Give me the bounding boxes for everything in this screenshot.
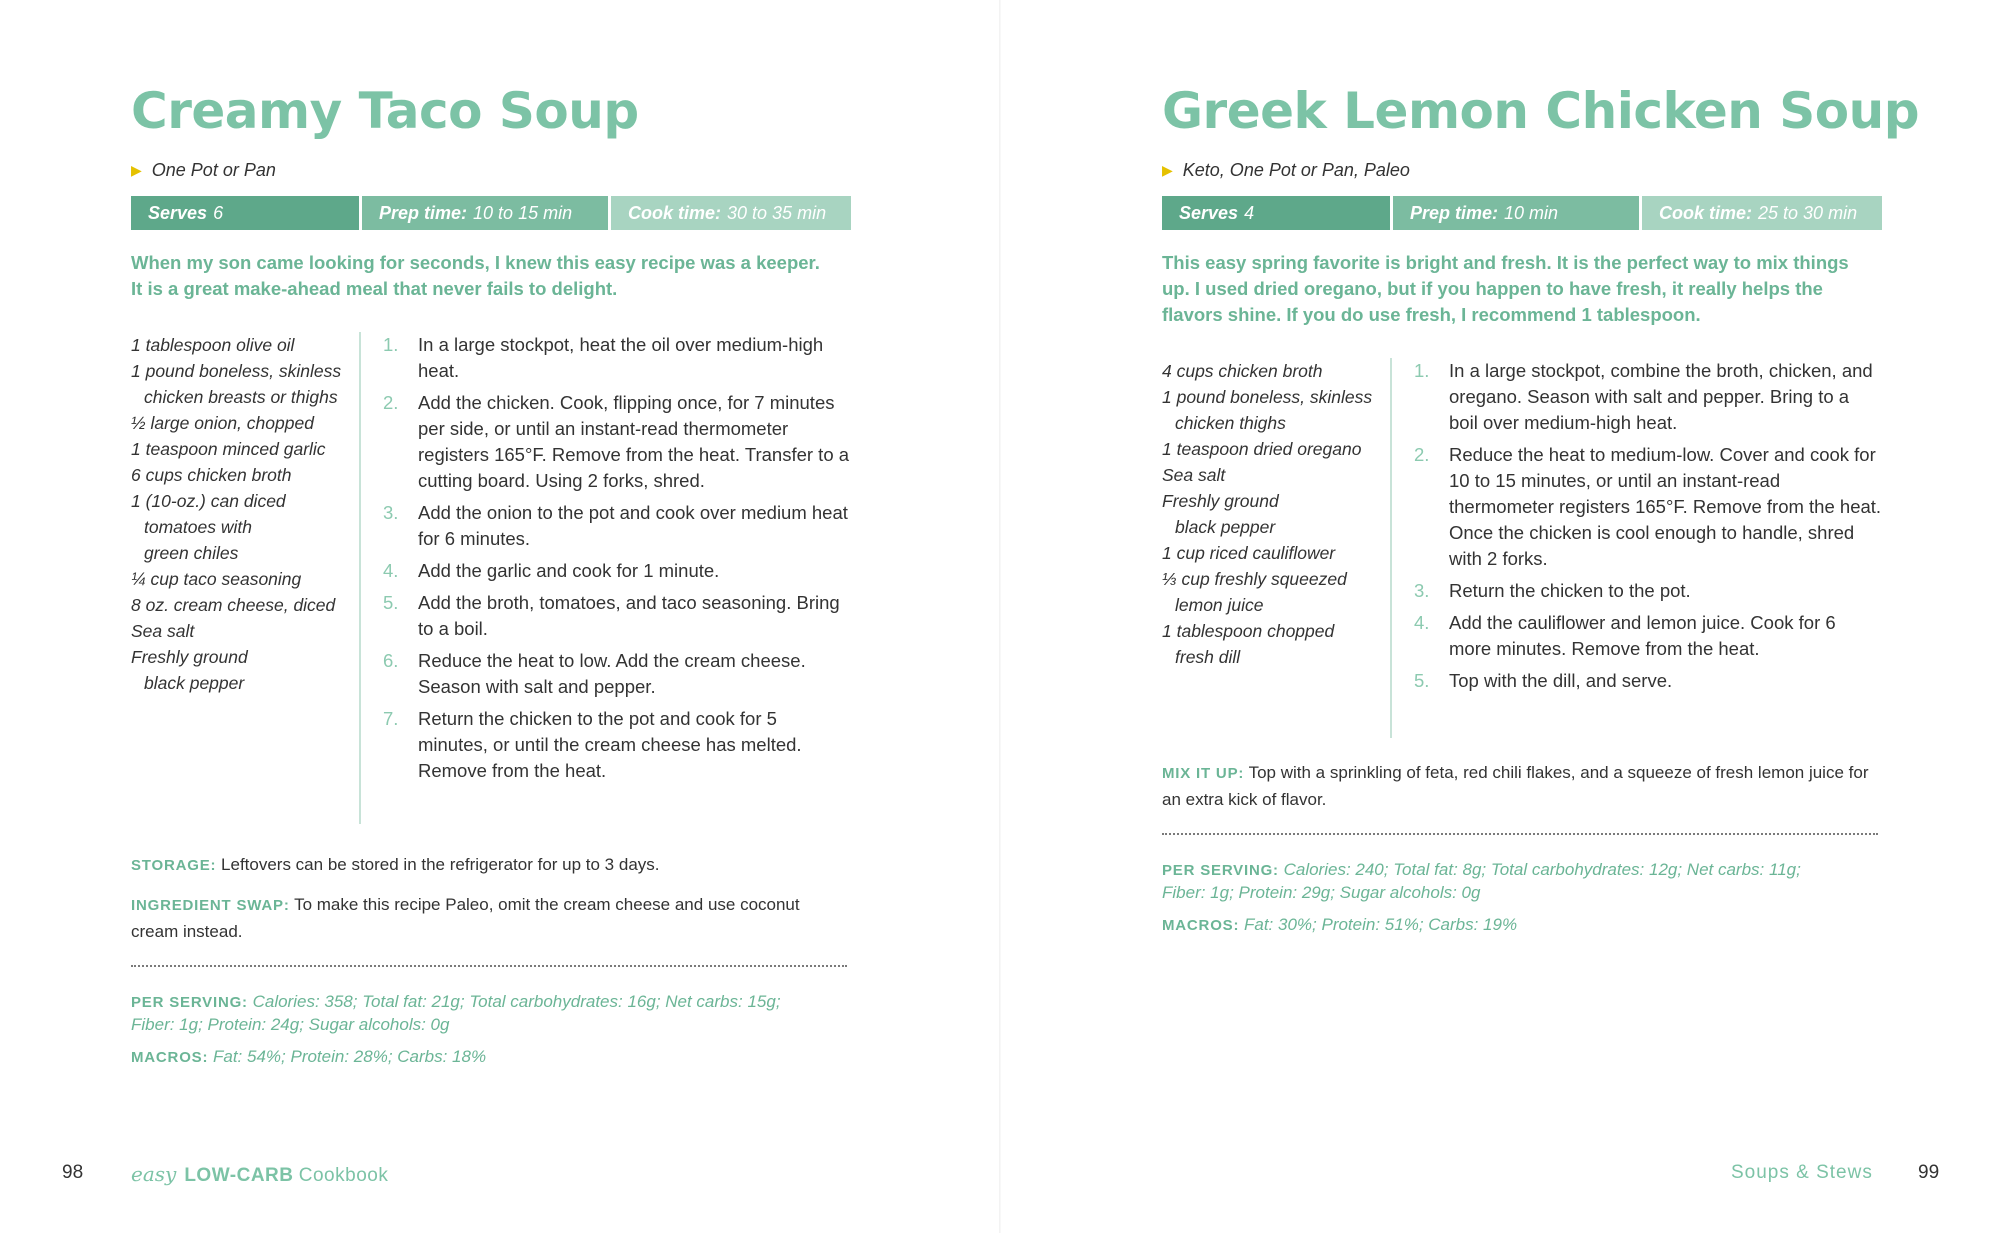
- ingredient-item: [131, 592, 359, 618]
- per-serving-label: PER SERVING:: [131, 994, 248, 1011]
- step-text: Add the cauliflower and lemon juice. Cook for 6 more minutes. Remove from the heat.: [1449, 612, 1836, 659]
- step-item: [1414, 358, 1882, 436]
- ingredient-item: [131, 566, 359, 592]
- recipe-columns: [1162, 358, 1882, 738]
- ingredient-text: 6 cups chicken broth: [131, 465, 292, 485]
- step-number: 7.: [383, 708, 399, 729]
- cook-label: Cook time:: [1659, 202, 1753, 223]
- serves-cell: [131, 196, 359, 230]
- ingredient-text: Sea salt: [1162, 465, 1226, 485]
- recipe-intro: When my son came looking for seconds, I knew this easy recipe was a keeper. It is a great make-ahead meal that never fails to delight.: [131, 252, 820, 299]
- ingredient-text: 1 teaspoon minced garlic: [131, 439, 326, 459]
- step-text: Top with the dill, and serve.: [1449, 670, 1673, 691]
- macros-text: Fat: 30%; Protein: 51%; Carbs: 19%: [1244, 915, 1518, 934]
- dotted-separator: [131, 965, 847, 967]
- macros-label: MACROS:: [131, 1049, 209, 1066]
- ingredient-text: 1 cup riced cauliflower: [1162, 543, 1336, 563]
- step-list: [361, 332, 851, 824]
- ingredient-text-continued: tomatoes with: [144, 517, 252, 537]
- storage-text: Leftovers can be stored in the refrigerator for up to 3 days.: [221, 855, 660, 874]
- footer-easy: easy: [131, 1162, 177, 1186]
- per-serving-info: [1162, 859, 1842, 904]
- right-page: [1000, 0, 2000, 1233]
- step-number: 1.: [1414, 360, 1430, 381]
- recipe-tags: [131, 158, 851, 182]
- per-serving-label: PER SERVING:: [1162, 862, 1279, 879]
- recipe-intro: This easy spring favorite is bright and fresh. It is the perfect way to mix things up. I used dried oregano, but if you happen to have fresh, it really helps the flavors shine. If you do use fresh, I recommend 1 tablespoon.: [1162, 252, 1849, 325]
- per-serving-info: [131, 991, 811, 1036]
- step-number: 3.: [383, 502, 399, 523]
- ingredient-item: [1162, 358, 1390, 384]
- per-serving-text: Calories: 358; Total fat: 21g; Total carbohydrates: 16g; Net carbs: 15g; Fiber: 1g; Protein: 24g; Sugar alcohols: 0g: [131, 992, 781, 1034]
- ingredient-item: [1162, 566, 1390, 618]
- step-item: [383, 332, 851, 384]
- prep-time-cell: [1393, 196, 1639, 230]
- step-item: [1414, 610, 1882, 662]
- ingredient-text-continued: fresh dill: [1175, 647, 1241, 667]
- ingredient-item: [1162, 384, 1390, 436]
- ingredient-item: [131, 332, 359, 358]
- footer-brand: LOW-CARB: [184, 1165, 294, 1186]
- storage-label: STORAGE:: [131, 857, 217, 874]
- cook-value: 30 to 35 min: [727, 202, 827, 223]
- step-list: [1392, 358, 1882, 738]
- ingredient-text: 1 pound boneless, skinless: [1162, 387, 1373, 407]
- swap-label: INGREDIENT SWAP:: [131, 897, 290, 914]
- prep-label: Prep time:: [379, 202, 468, 223]
- ingredient-text: 1 tablespoon chopped: [1162, 621, 1335, 641]
- recipe-title: Greek Lemon Chicken Soup: [1162, 82, 1920, 140]
- page-number-left: 98: [62, 1162, 84, 1183]
- step-number: 3.: [1414, 580, 1430, 601]
- ingredient-text: 1 teaspoon dried oregano: [1162, 439, 1362, 459]
- step-number: 5.: [383, 592, 399, 613]
- ingredient-text-continued: black pepper: [1175, 517, 1276, 537]
- step-number: 2.: [1414, 444, 1430, 465]
- cook-label: Cook time:: [628, 202, 722, 223]
- step-text: Return the chicken to the pot.: [1449, 580, 1691, 601]
- ingredient-item: [1162, 462, 1390, 488]
- ingredient-text: ⅓ cup freshly squeezed: [1162, 569, 1347, 589]
- triangle-bullet-icon: ▶: [131, 161, 142, 178]
- recipe-creamy-taco-soup: [131, 78, 851, 1069]
- ingredient-text: 1 tablespoon olive oil: [131, 335, 295, 355]
- ingredient-text: 1 pound boneless, skinless: [131, 361, 342, 381]
- prep-value: 10 to 15 min: [473, 202, 573, 223]
- section-name: Soups & Stews: [1731, 1162, 1873, 1183]
- macros-info: [131, 1046, 851, 1069]
- ingredient-text: 8 oz. cream cheese, diced: [131, 595, 336, 615]
- step-number: 1.: [383, 334, 399, 355]
- swap-text: To make this recipe Paleo, omit the cream cheese and use coconut cream instead.: [131, 895, 800, 941]
- time-bar: [1162, 196, 1882, 230]
- step-item: [383, 500, 851, 552]
- storage-note: [131, 852, 851, 879]
- tags-text: One Pot or Pan: [151, 159, 276, 180]
- step-number: 6.: [383, 650, 399, 671]
- ingredient-item: [131, 436, 359, 462]
- ingredient-text: Sea salt: [131, 621, 195, 641]
- ingredient-swap-note: [131, 892, 831, 945]
- ingredient-text: 4 cups chicken broth: [1162, 361, 1323, 381]
- prep-value: 10 min: [1504, 202, 1559, 223]
- serves-label: Serves: [1179, 202, 1239, 223]
- tags-text: Keto, One Pot or Pan, Paleo: [1182, 159, 1410, 180]
- ingredient-text: Freshly ground: [1162, 491, 1279, 511]
- step-number: 4.: [383, 560, 399, 581]
- time-bar: [131, 196, 851, 230]
- step-text: In a large stockpot, heat the oil over medium-high heat.: [418, 334, 824, 381]
- step-text: In a large stockpot, combine the broth, chicken, and oregano. Season with salt and pepper. Bring to a boil over medium-high heat.: [1449, 360, 1873, 433]
- step-item: [1414, 578, 1882, 604]
- ingredient-item: [131, 618, 359, 644]
- ingredient-text: ½ large onion, chopped: [131, 413, 314, 433]
- page-number-right: 99: [1918, 1162, 1940, 1183]
- ingredient-item: [1162, 618, 1390, 670]
- ingredient-list: [131, 332, 359, 824]
- ingredient-list: [1162, 358, 1390, 738]
- ingredient-text-continued: lemon juice: [1175, 595, 1264, 615]
- recipe-title: Creamy Taco Soup: [131, 82, 639, 140]
- step-item: [383, 706, 851, 784]
- serves-value: 4: [1244, 202, 1255, 223]
- footer-book: Cookbook: [298, 1165, 389, 1186]
- recipe-tags: [1162, 158, 1882, 182]
- step-item: [1414, 442, 1882, 572]
- ingredient-item: [131, 644, 359, 696]
- ingredient-item: [131, 488, 359, 566]
- ingredient-text: 1 (10-oz.) can diced: [131, 491, 286, 511]
- ingredient-text-continued: black pepper: [144, 673, 245, 693]
- recipe-greek-lemon-chicken-soup: [1162, 78, 1920, 937]
- serves-value: 6: [213, 202, 224, 223]
- ingredient-text-continued: chicken thighs: [1175, 413, 1286, 433]
- step-number: 4.: [1414, 612, 1430, 633]
- step-text: Add the chicken. Cook, flipping once, for 7 minutes per side, or until an instant-read thermometer registers 165°F. Remove from the heat. Transfer to a cutting board. Using 2 forks, shred.: [418, 392, 850, 491]
- ingredient-item: [131, 358, 359, 410]
- dotted-separator: [1162, 833, 1878, 835]
- recipe-columns: [131, 332, 851, 824]
- step-text: Return the chicken to the pot and cook for 5 minutes, or until the cream cheese has melted. Remove from the heat.: [418, 708, 802, 781]
- ingredient-item: [1162, 436, 1390, 462]
- step-item: [383, 558, 851, 584]
- cook-value: 25 to 30 min: [1758, 202, 1858, 223]
- macros-text: Fat: 54%; Protein: 28%; Carbs: 18%: [213, 1047, 487, 1066]
- step-text: Add the garlic and cook for 1 minute.: [418, 560, 720, 581]
- ingredient-text: ¼ cup taco seasoning: [131, 569, 302, 589]
- step-text: Reduce the heat to low. Add the cream cheese. Season with salt and pepper.: [418, 650, 806, 697]
- ingredient-item: [131, 462, 359, 488]
- cook-time-cell: [1642, 196, 1882, 230]
- book-footer: [131, 1162, 388, 1187]
- step-item: [1414, 668, 1882, 694]
- step-number: 5.: [1414, 670, 1430, 691]
- step-item: [383, 390, 851, 494]
- ingredient-text: Freshly ground: [131, 647, 248, 667]
- mix-label: MIX IT UP:: [1162, 765, 1245, 782]
- per-serving-text: Calories: 240; Total fat: 8g; Total carbohydrates: 12g; Net carbs: 11g; Fiber: 1g; Protein: 29g; Sugar alcohols: 0g: [1162, 860, 1801, 902]
- serves-cell: [1162, 196, 1390, 230]
- step-text: Add the broth, tomatoes, and taco seasoning. Bring to a boil.: [418, 592, 840, 639]
- mix-text: Top with a sprinkling of feta, red chili flakes, and a squeeze of fresh lemon juice for an extra kick of flavor.: [1162, 763, 1869, 809]
- ingredient-text-continued: green chiles: [144, 543, 239, 563]
- mix-it-up-note: [1162, 760, 1872, 813]
- serves-label: Serves: [148, 202, 208, 223]
- macros-label: MACROS:: [1162, 917, 1240, 934]
- ingredient-item: [1162, 488, 1390, 540]
- prep-time-cell: [362, 196, 608, 230]
- ingredient-item: [131, 410, 359, 436]
- macros-info: [1162, 914, 1882, 937]
- step-item: [383, 648, 851, 700]
- step-text: Reduce the heat to medium-low. Cover and cook for 10 to 15 minutes, or until an instant-read thermometer registers 165°F. Remove from the heat. Once the chicken is cool enough to handle, shred with 2 forks.: [1449, 444, 1882, 569]
- prep-label: Prep time:: [1410, 202, 1499, 223]
- ingredient-item: [1162, 540, 1390, 566]
- step-text: Add the onion to the pot and cook over medium heat for 6 minutes.: [418, 502, 848, 549]
- step-item: [383, 590, 851, 642]
- cook-time-cell: [611, 196, 851, 230]
- ingredient-text-continued: chicken breasts or thighs: [144, 387, 338, 407]
- step-number: 2.: [383, 392, 399, 413]
- triangle-bullet-icon: ▶: [1162, 161, 1173, 178]
